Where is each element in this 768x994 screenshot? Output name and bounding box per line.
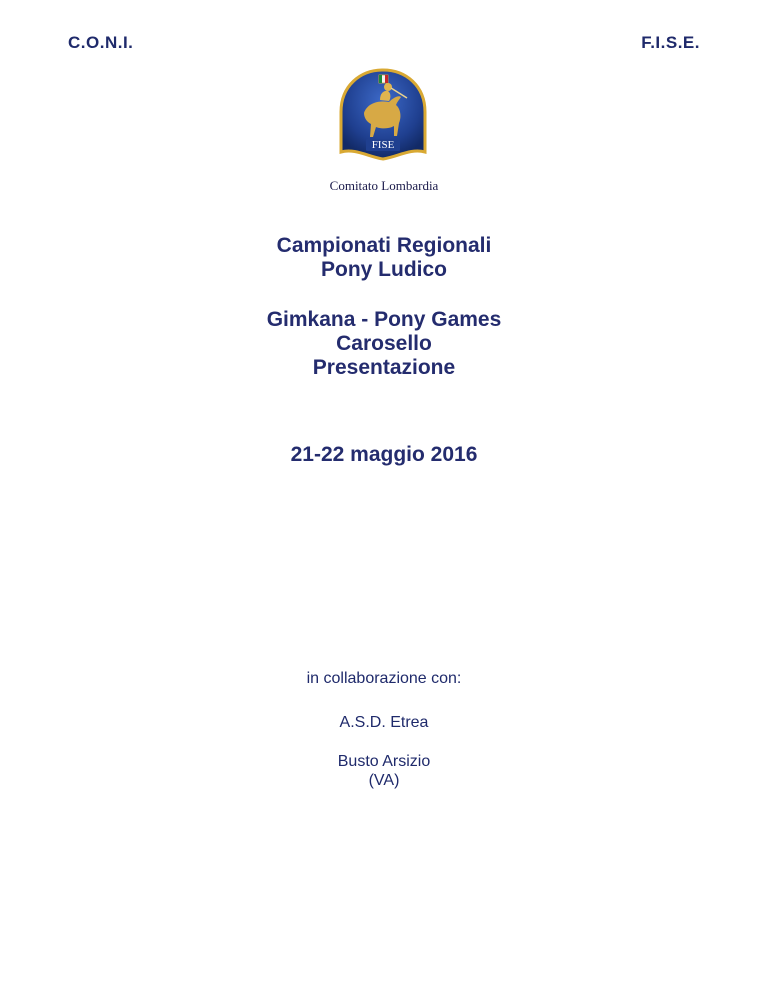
- discipline-line-2: Carosello: [336, 332, 432, 355]
- discipline-line-1: Gimkana - Pony Games: [266, 308, 502, 331]
- collaboration-organization: A.S.D. Etrea: [339, 714, 429, 731]
- header-fise: F.I.S.E.: [641, 33, 700, 52]
- fise-logo: [333, 66, 433, 166]
- collaboration-intro: in collaborazione con:: [306, 670, 462, 687]
- committee-name: Comitato Lombardia: [329, 178, 439, 193]
- disciplines-list: [0, 308, 768, 380]
- championship-title: [0, 234, 768, 282]
- fise-horse-rider-shield-logo-icon: [333, 66, 433, 166]
- discipline-line-3: Presentazione: [312, 356, 456, 379]
- province-code: (VA): [368, 772, 400, 789]
- logo-text: FISE: [371, 139, 395, 151]
- header-coni: C.O.N.I.: [68, 33, 134, 52]
- city-name: Busto Arsizio: [337, 753, 431, 770]
- event-date: 21-22 maggio 2016: [290, 443, 478, 466]
- title-line-1: Campionati Regionali: [276, 234, 492, 257]
- title-line-2: Pony Ludico: [321, 258, 447, 281]
- collaboration-location: [0, 752, 768, 790]
